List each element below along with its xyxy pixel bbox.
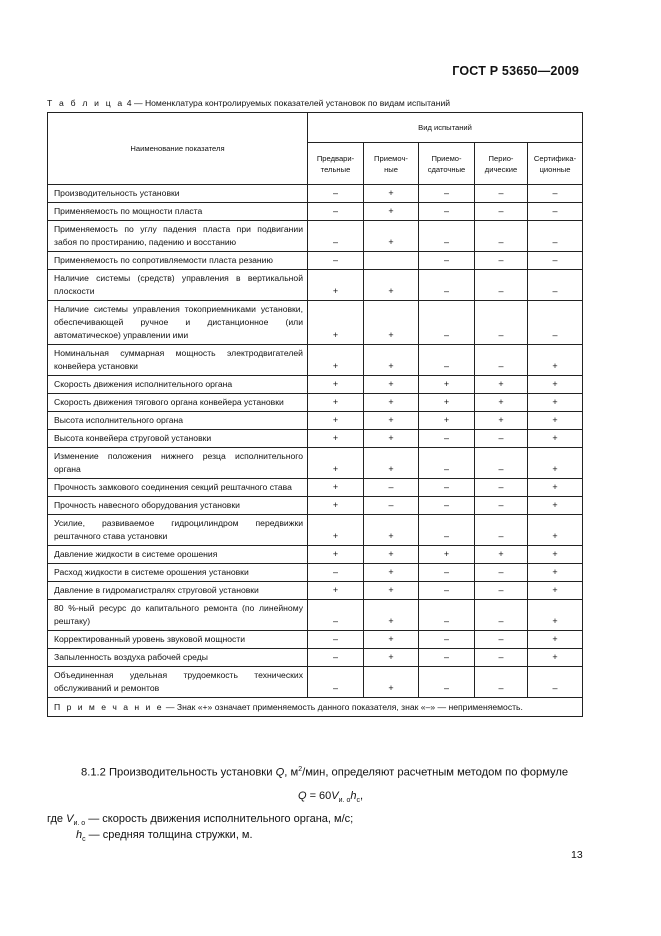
applicability-mark: + <box>308 394 364 412</box>
applicability-mark: + <box>528 649 583 667</box>
table-row <box>48 564 583 582</box>
where2-sub: с <box>82 836 86 844</box>
applicability-mark: + <box>308 546 364 564</box>
applicability-mark: + <box>528 631 583 649</box>
applicability-mark: – <box>528 252 583 270</box>
indicator-name: Применяемость по сопротивляемости пласта резанию <box>48 252 308 270</box>
applicability-mark: – <box>419 515 475 546</box>
indicator-name: Давление жидкости в системе орошения <box>48 546 308 564</box>
where-line-1 <box>47 813 353 827</box>
applicability-mark: + <box>528 430 583 448</box>
applicability-mark: – <box>475 497 528 515</box>
indicator-name: Расход жидкости в системе орошения установки <box>48 564 308 582</box>
table-row <box>48 301 583 345</box>
applicability-mark: + <box>528 479 583 497</box>
col-header-line: Приемо- <box>431 153 462 163</box>
page-number: 13 <box>571 849 583 861</box>
applicability-mark: – <box>528 203 583 221</box>
table-row <box>48 430 583 448</box>
applicability-mark: – <box>475 203 528 221</box>
indicator-name: Скорость движения тягового органа конвейера установки <box>48 394 308 412</box>
applicability-mark: + <box>364 221 419 252</box>
indicator-name: Наличие системы управления токоприемниками установки, обеспечивающей ручное и дистанционное (или автоматическое) управлении ими <box>48 301 308 345</box>
indicator-name: Давление в гидромагистралях струговой установки <box>48 582 308 600</box>
col-header-line: дические <box>484 164 518 174</box>
indicator-name: Усилие, развиваемое гидроцилиндром передвижки рештачного става установки <box>48 515 308 546</box>
indicator-name: Скорость движения исполнительного органа <box>48 376 308 394</box>
indicator-name: Изменение положения нижнего резца исполнительного органа <box>48 448 308 479</box>
table-note <box>48 698 583 717</box>
table-row <box>48 600 583 631</box>
paragraph-8-1-2 <box>81 766 568 779</box>
applicability-mark: – <box>308 252 364 270</box>
applicability-mark: – <box>528 221 583 252</box>
applicability-mark: + <box>419 546 475 564</box>
applicability-mark: + <box>308 430 364 448</box>
applicability-mark: – <box>308 564 364 582</box>
indicator-name: Прочность навесного оборудования установки <box>48 497 308 515</box>
col-header-line: ные <box>384 164 398 174</box>
applicability-mark: + <box>308 448 364 479</box>
applicability-mark: – <box>308 600 364 631</box>
applicability-mark: – <box>364 479 419 497</box>
applicability-mark: + <box>308 301 364 345</box>
formula-v: V <box>331 790 339 802</box>
applicability-mark: + <box>475 376 528 394</box>
table-row <box>48 546 583 564</box>
applicability-mark: + <box>308 412 364 430</box>
table-row <box>48 394 583 412</box>
applicability-mark: + <box>364 667 419 698</box>
applicability-mark: + <box>364 631 419 649</box>
formula-h: h <box>350 790 357 802</box>
paragraph-var: Q <box>275 766 285 779</box>
applicability-mark: + <box>364 564 419 582</box>
applicability-mark: + <box>364 430 419 448</box>
applicability-mark: – <box>475 185 528 203</box>
applicability-mark: – <box>308 221 364 252</box>
table-caption-text: 4 — Номенклатура контролируемых показателей установок по видам испытаний <box>126 98 451 108</box>
indicator-name: Запыленность воздуха рабочей среды <box>48 649 308 667</box>
applicability-mark: – <box>475 270 528 301</box>
table-note-text: — Знак «+» означает применяемость данного показателя, знак «–» — неприменяемость. <box>165 702 523 712</box>
applicability-mark: – <box>475 448 528 479</box>
applicability-mark: – <box>475 345 528 376</box>
applicability-mark: – <box>475 667 528 698</box>
applicability-mark: – <box>475 252 528 270</box>
applicability-mark: + <box>528 546 583 564</box>
applicability-mark: + <box>364 515 419 546</box>
applicability-mark: + <box>364 185 419 203</box>
applicability-mark: – <box>419 221 475 252</box>
applicability-mark: + <box>528 582 583 600</box>
applicability-mark: – <box>475 564 528 582</box>
col-header-line: сдаточные <box>427 164 466 174</box>
applicability-mark: – <box>419 667 475 698</box>
indicator-name: Наличие системы (средств) управления в вертикальной плоскости <box>48 270 308 301</box>
applicability-mark: + <box>308 497 364 515</box>
where2-text: — средняя толщина стружки, м. <box>85 829 253 841</box>
table-row <box>48 185 583 203</box>
applicability-mark: + <box>528 412 583 430</box>
where2-var: h <box>76 829 83 841</box>
paragraph-unit: , м <box>284 766 299 779</box>
table-note-prefix: П р и м е ч а н и е <box>54 702 164 712</box>
col-header-line: Сертифика- <box>533 153 577 163</box>
applicability-mark: – <box>419 270 475 301</box>
paragraph-end: /мин, определяют расчетным методом по формуле <box>302 766 569 779</box>
table-row <box>48 448 583 479</box>
applicability-mark: + <box>308 582 364 600</box>
applicability-mark: – <box>419 301 475 345</box>
applicability-mark: – <box>419 203 475 221</box>
table-row <box>48 252 583 270</box>
indicators-table <box>47 112 583 717</box>
applicability-mark: + <box>419 376 475 394</box>
indicator-name: Применяемость по мощности пласта <box>48 203 308 221</box>
applicability-mark: – <box>419 564 475 582</box>
applicability-mark: + <box>419 394 475 412</box>
table-row <box>48 412 583 430</box>
indicator-name: Высота конвейера струговой установки <box>48 430 308 448</box>
paragraph-start: 8.1.2 Производительность установки <box>81 766 276 779</box>
applicability-mark: + <box>528 600 583 631</box>
col-header-test-type <box>419 143 475 185</box>
applicability-mark: + <box>364 270 419 301</box>
applicability-mark: – <box>475 631 528 649</box>
applicability-mark: – <box>419 448 475 479</box>
applicability-mark: – <box>419 582 475 600</box>
indicator-name: 80 %-ный ресурс до капитального ремонта (по линейному рештаку) <box>48 600 308 631</box>
applicability-mark: + <box>308 479 364 497</box>
formula <box>0 790 661 804</box>
applicability-mark: + <box>528 448 583 479</box>
paragraph-unit-sup: 2 <box>298 766 303 773</box>
table-row <box>48 345 583 376</box>
table-row <box>48 582 583 600</box>
table-row <box>48 667 583 698</box>
applicability-mark: + <box>528 515 583 546</box>
applicability-mark: + <box>419 412 475 430</box>
applicability-mark: – <box>475 301 528 345</box>
applicability-mark: + <box>528 394 583 412</box>
applicability-mark: + <box>364 448 419 479</box>
document-code: ГОСТ Р 53650—2009 <box>452 64 579 78</box>
col-header-test-type <box>308 143 364 185</box>
where1-sub: и. о <box>73 820 86 828</box>
where1-var: V <box>66 813 74 825</box>
applicability-mark: + <box>364 301 419 345</box>
col-header-line: ционные <box>539 164 571 174</box>
table-row <box>48 479 583 497</box>
applicability-mark: – <box>475 600 528 631</box>
applicability-mark: + <box>364 345 419 376</box>
applicability-mark: + <box>364 412 419 430</box>
col-header-test-type <box>528 143 583 185</box>
table-row <box>48 221 583 252</box>
formula-q: Q <box>297 790 307 802</box>
applicability-mark: – <box>528 185 583 203</box>
table-caption-prefix: Т а б л и ц а <box>47 98 125 108</box>
col-header-line: Предвари- <box>316 153 355 163</box>
indicator-name: Номинальная суммарная мощность электродвигателей конвейера установки <box>48 345 308 376</box>
applicability-mark: – <box>528 667 583 698</box>
applicability-mark: + <box>308 376 364 394</box>
table-caption <box>47 98 450 108</box>
col-header-line: тельные <box>320 164 351 174</box>
applicability-mark: – <box>308 649 364 667</box>
formula-end: , <box>359 790 364 802</box>
applicability-mark: + <box>475 394 528 412</box>
applicability-mark: + <box>528 497 583 515</box>
table-row <box>48 515 583 546</box>
col-header-test-type <box>364 143 419 185</box>
applicability-mark: – <box>528 270 583 301</box>
applicability-mark: – <box>419 430 475 448</box>
col-header-line: Перио- <box>488 153 514 163</box>
table-row <box>48 649 583 667</box>
applicability-mark: – <box>419 252 475 270</box>
applicability-mark: + <box>528 376 583 394</box>
where1-text: — скорость движения исполнительного органа, м/с; <box>85 813 354 825</box>
applicability-mark: + <box>308 515 364 546</box>
applicability-mark: + <box>364 376 419 394</box>
applicability-mark: + <box>475 412 528 430</box>
applicability-mark: – <box>364 497 419 515</box>
applicability-mark: + <box>308 345 364 376</box>
where-label: где <box>47 813 67 825</box>
table-row <box>48 497 583 515</box>
table-row <box>48 203 583 221</box>
indicator-name: Корректированный уровень звуковой мощности <box>48 631 308 649</box>
formula-v-sub: и. о <box>338 797 351 805</box>
applicability-mark: + <box>364 649 419 667</box>
indicator-name: Прочность замкового соединения секций рештачного става <box>48 479 308 497</box>
applicability-mark: – <box>528 301 583 345</box>
applicability-mark: – <box>475 221 528 252</box>
applicability-mark: + <box>364 203 419 221</box>
applicability-mark: + <box>364 600 419 631</box>
applicability-mark: – <box>419 497 475 515</box>
applicability-mark: – <box>475 515 528 546</box>
col-header-line: Приемоч- <box>374 153 408 163</box>
applicability-mark <box>364 252 419 270</box>
applicability-mark: – <box>419 649 475 667</box>
applicability-mark: – <box>419 600 475 631</box>
where-line-2 <box>76 829 253 843</box>
table-row <box>48 270 583 301</box>
applicability-mark: – <box>419 345 475 376</box>
applicability-mark: + <box>308 270 364 301</box>
applicability-mark: – <box>475 582 528 600</box>
col-header-test-type <box>475 143 528 185</box>
table-row <box>48 631 583 649</box>
applicability-mark: + <box>364 394 419 412</box>
indicator-name: Высота исполнительного органа <box>48 412 308 430</box>
indicator-name: Применяемость по углу падения пласта при подвигании забоя по простиранию, падению и восстанию <box>48 221 308 252</box>
col-group-header: Вид испытаний <box>308 113 583 143</box>
applicability-mark: – <box>419 631 475 649</box>
applicability-mark: – <box>419 185 475 203</box>
indicator-name: Производительность установки <box>48 185 308 203</box>
col-header-name: Наименование показателя <box>48 113 308 185</box>
applicability-mark: + <box>528 564 583 582</box>
applicability-mark: – <box>475 649 528 667</box>
applicability-mark: + <box>364 582 419 600</box>
applicability-mark: – <box>308 203 364 221</box>
table-row <box>48 376 583 394</box>
formula-h-sub: с <box>356 797 360 805</box>
applicability-mark: – <box>475 430 528 448</box>
applicability-mark: – <box>419 479 475 497</box>
applicability-mark: + <box>364 546 419 564</box>
indicator-name: Объединенная удельная трудоемкость технических обслуживаний и ремонтов <box>48 667 308 698</box>
applicability-mark: – <box>308 667 364 698</box>
applicability-mark: + <box>528 345 583 376</box>
applicability-mark: – <box>308 631 364 649</box>
formula-mid: = 60 <box>306 790 332 802</box>
applicability-mark: – <box>475 479 528 497</box>
applicability-mark: + <box>475 546 528 564</box>
applicability-mark: – <box>308 185 364 203</box>
